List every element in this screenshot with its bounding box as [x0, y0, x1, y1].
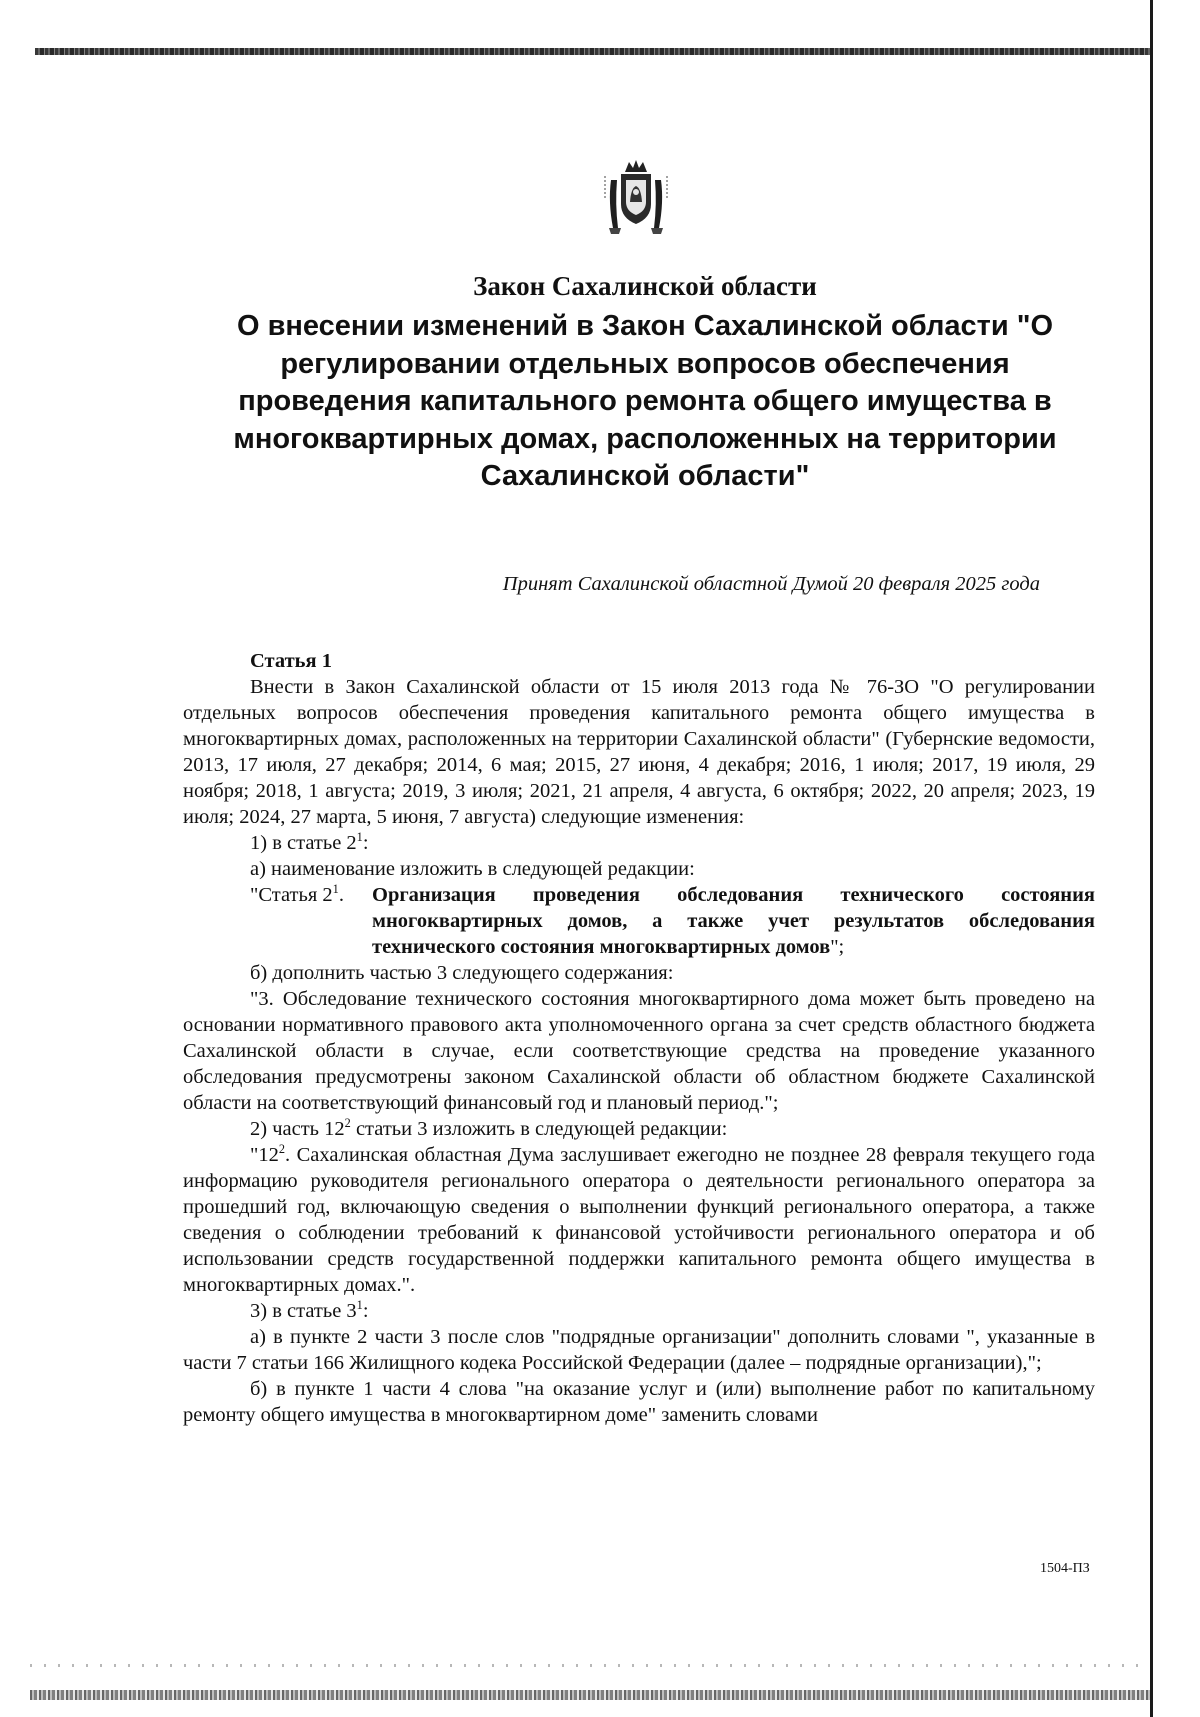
- article-2-1-title: [372, 882, 1095, 960]
- item-1b-paragraph: б) дополнить частью 3 следующего содержания:: [250, 962, 674, 984]
- law-name-title: О внесении изменений в Закон Сахалинской области "О регулировании отдельных вопросов обеспечения проведения капитального ремонта общего имущества в многоквартирных домах, расположенных на территории Сахалинской области": [233, 310, 1057, 492]
- item-3-text: 3) в статье 3: [250, 1300, 357, 1322]
- scan-bottom-edge: [30, 1690, 1150, 1700]
- item-1-sup: 1: [356, 830, 363, 845]
- item-2-post: статьи 3 изложить в следующей редакции:: [350, 1118, 728, 1140]
- item-2-quote-pre: "12: [250, 1144, 279, 1166]
- item-2-quote-sup: 2: [278, 1142, 286, 1157]
- law-type-title: Закон Сахалинской области: [473, 271, 817, 301]
- article-2-1-label-text: "Статья 2: [250, 884, 333, 906]
- item-1-paragraph: [183, 830, 1095, 856]
- article-2-1-label-suffix: .: [338, 884, 344, 906]
- item-3b-paragraph: б) в пункте 1 части 4 слова "на оказание услуг и (или) выполнение работ по капитальному ремонту общего имущества в многоквартирном доме" заменить словами: [183, 1378, 1095, 1426]
- article-2-1-label-sup: 1: [332, 882, 339, 897]
- item-2-sup: 2: [344, 1116, 351, 1131]
- article-intro-paragraph: Внести в Закон Сахалинской области от 15 июля 2013 года № 76-ЗО "О регулировании отдельных вопросов обеспечения проведения капитального ремонта общего имущества в многоквартирных домах, расположенных на территории Сахалинской области" (Губернские ведомости, 2013, 17 июля, 27 декабря; 2014, 6 мая; 2015, 27 июня, 4 декабря; 2016, 1 июля; 2017, 19 июля, 29 ноября; 2018, 1 августа; 2019, 3 июля; 2021, 21 апреля, 4 августа, 6 октября; 2022, 20 апреля; 2023, 19 июля; 2024, 27 марта, 5 июня, 7 августа) следующие изменения:: [183, 676, 1095, 828]
- item-2-pre: 2) часть 12: [250, 1118, 345, 1140]
- document-title-block: [220, 268, 1070, 496]
- article-2-1-title-tail: ";: [830, 936, 845, 958]
- item-1-text: 1) в статье 2: [250, 832, 357, 854]
- item-1a-paragraph: а) наименование изложить в следующей редакции:: [250, 858, 695, 880]
- article-2-1-new-title: [183, 882, 1095, 960]
- scan-top-edge: [35, 48, 1153, 55]
- article-2-1-label: [250, 882, 372, 960]
- adoption-note: Принят Сахалинской областной Думой 20 февраля 2025 года: [502, 573, 1040, 595]
- scan-right-edge: [1150, 0, 1153, 1717]
- item-3-sup: 1: [356, 1298, 363, 1313]
- law-body: [183, 648, 1095, 1428]
- document-code: 1504-ПЗ: [1040, 1561, 1090, 1576]
- sakhalin-coat-of-arms-icon: [603, 158, 669, 234]
- item-3-paragraph: [183, 1298, 1095, 1324]
- item-3-suffix: :: [362, 1300, 369, 1322]
- item-2-quote-post: . Сахалинская областная Дума заслушивает ежегодно не позднее 28 февраля текущего года информацию руководителя регионального оператора о деятельности регионального оператора за прошедший год, включающую сведения о выполнении функций регионального оператора, а также сведения о соблюдении требований к финансовой устойчивости регионального оператора и об использовании средств государственной поддержки капитального ремонта общего имущества в многоквартирных домах.".: [183, 1144, 1095, 1296]
- article-heading: Статья 1: [250, 650, 332, 672]
- item-1b-quote-paragraph: "3. Обследование технического состояния многоквартирного дома может быть проведено на основании нормативного правового акта уполномоченного органа за счет средств областного бюджета Сахалинской области в случае, если соответствующие средства на проведение указанного обследования предусмотрены законом Сахалинской области об областном бюджете Сахалинской области на соответствующий финансовый год и плановый период.";: [183, 988, 1095, 1114]
- article-2-1-title-text: Организация проведения обследования технического состояния многоквартирных домов, а также учет результатов обследования технического состояния многоквартирных домов: [372, 884, 1095, 958]
- item-1-suffix: :: [362, 832, 369, 854]
- item-2-quote-paragraph: [183, 1142, 1095, 1298]
- item-2-paragraph: [183, 1116, 1095, 1142]
- item-3a-paragraph: а) в пункте 2 части 3 после слов "подрядные организации" дополнить словами ", указанные в части 7 статьи 166 Жилищного кодека Российской Федерации (далее – подрядные организации),";: [183, 1326, 1095, 1374]
- scan-bottom-dots: [30, 1664, 1150, 1667]
